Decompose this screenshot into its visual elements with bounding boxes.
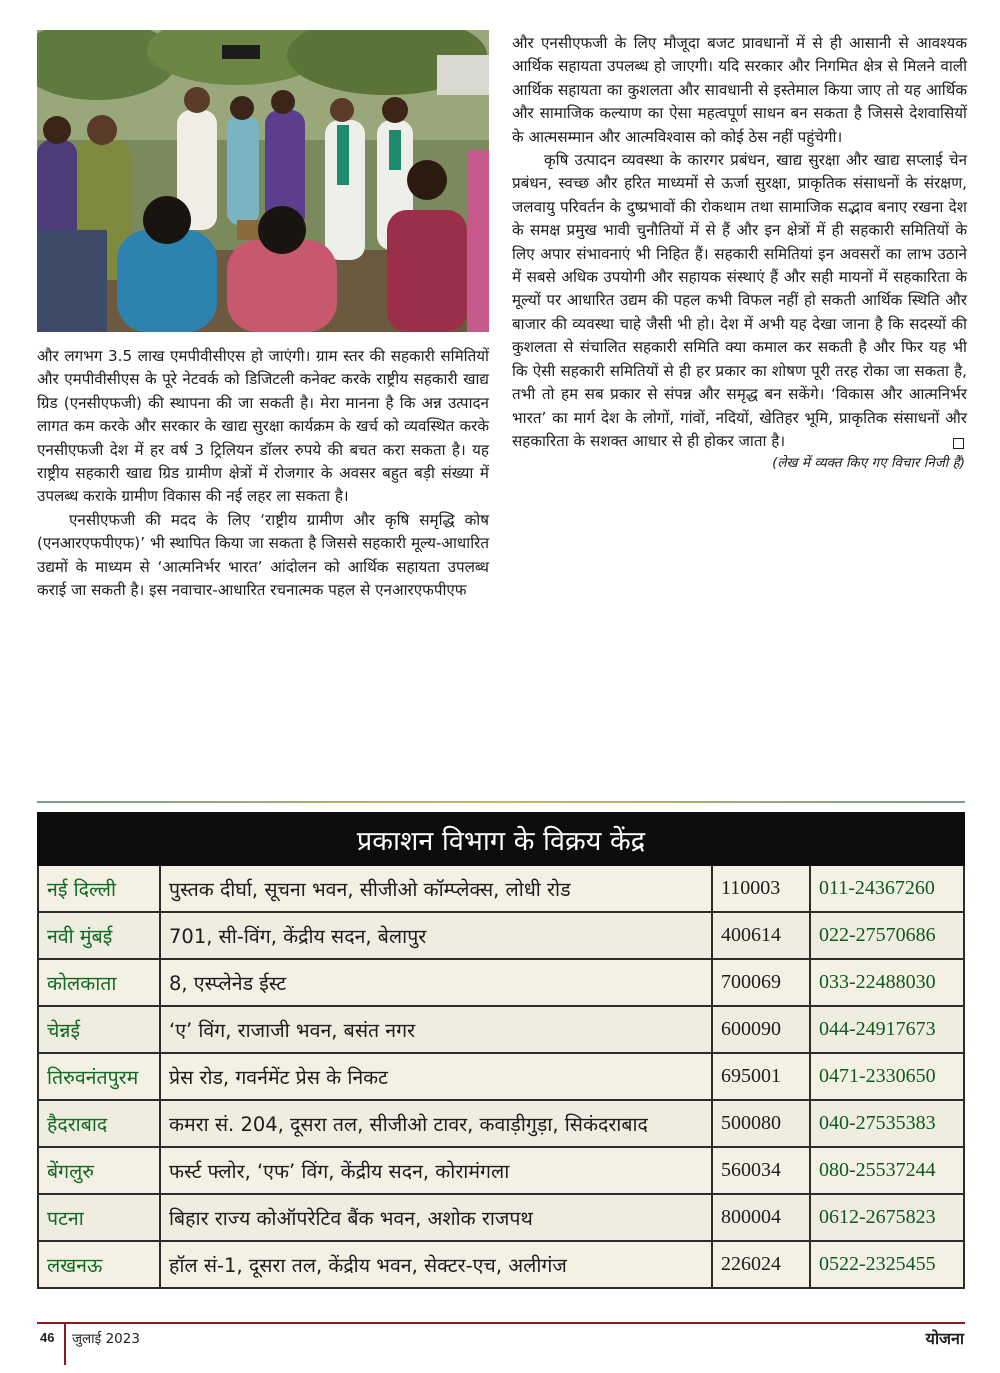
sales-center-row xyxy=(38,912,964,959)
sales-center-phone: 033-22488030 xyxy=(810,959,964,1006)
sales-center-pincode: 500080 xyxy=(712,1100,810,1147)
sales-center-address: 701, सी-विंग, केंद्रीय सदन, बेलापुर xyxy=(160,912,712,959)
sales-center-pincode: 110003 xyxy=(712,865,810,912)
footer-separator xyxy=(64,1322,66,1365)
sales-center-row xyxy=(38,959,964,1006)
sales-centers-title: प्रकाशन विभाग के विक्रय केंद्र xyxy=(38,813,964,865)
footer-rule xyxy=(37,1322,965,1324)
article-paragraph: और एनसीएफजी के लिए मौजूदा बजट प्रावधानों में से ही आसानी से आवश्यक आर्थिक सहायता उपलब्ध हो जाएगी। यदि सरकार और निगमित क्षेत्र से मिलने वाली आर्थिक सहायता का कुशलता और सावधानी से इस्तेमाल किया जाए तो यह आर्थिक और सामाजिक कल्याण का ऐसा महत्वपूर्ण साधन बन सकता है जिससे देशवासियों के आत्मसम्मान और आत्मविश्वास को कोई ठेस नहीं पहुंचेगी। xyxy=(512,34,967,146)
sales-center-pincode: 695001 xyxy=(712,1053,810,1100)
sales-center-phone: 0612-2675823 xyxy=(810,1194,964,1241)
sales-center-row xyxy=(38,1053,964,1100)
article-photo xyxy=(37,30,489,332)
sales-center-city: हैदराबाद xyxy=(38,1100,160,1147)
sales-center-pincode: 700069 xyxy=(712,959,810,1006)
sales-center-row xyxy=(38,865,964,912)
sales-center-address: फर्स्ट फ्लोर, ‘एफ’ विंग, केंद्रीय सदन, कोरामंगला xyxy=(160,1147,712,1194)
sales-center-address: पुस्तक दीर्घा, सूचना भवन, सीजीओ कॉम्प्लेक्स, लोधी रोड xyxy=(160,865,712,912)
sales-center-row xyxy=(38,1241,964,1288)
sales-center-address: कमरा सं. 204, दूसरा तल, सीजीओ टावर, कवाड़ीगुड़ा, सिकंदराबाद xyxy=(160,1100,712,1147)
article-paragraph: एनसीएफजी की मदद के लिए ‘राष्ट्रीय ग्रामीण और कृषि समृद्धि कोष (एनआरएफपीएफ)’ भी स्थापित किया जा सकता है जिससे सहकारी मूल्य-आधारित उद्यमों के माध्यम से ‘आत्मनिर्भर भारत’ आंदोलन को आर्थिक सहायता उपलब्ध कराई जा सकती है। इस नवाचार-आधारित रचनात्मक पहल से एनआरएफपीएफ xyxy=(37,510,489,600)
section-divider xyxy=(37,801,965,803)
disclaimer-note: (लेख में व्यक्त किए गए विचार निजी हैं) xyxy=(772,455,965,472)
magazine-name: योजना xyxy=(925,1329,964,1348)
issue-date: जुलाई 2023 xyxy=(72,1331,140,1347)
sales-center-address: हॉल सं-1, दूसरा तल, केंद्रीय भवन, सेक्टर-एच, अलीगंज xyxy=(160,1241,712,1288)
sales-center-phone: 011-24367260 xyxy=(810,865,964,912)
sales-center-phone: 040-27535383 xyxy=(810,1100,964,1147)
sales-centers-rows xyxy=(38,865,964,1288)
article-right-column xyxy=(512,32,967,473)
sales-center-city: नई दिल्ली xyxy=(38,865,160,912)
sales-center-phone: 044-24917673 xyxy=(810,1006,964,1053)
sales-center-phone: 080-25537244 xyxy=(810,1147,964,1194)
sales-center-phone: 0522-2325455 xyxy=(810,1241,964,1288)
sales-center-row xyxy=(38,1006,964,1053)
sales-center-address: प्रेस रोड, गवर्नमेंट प्रेस के निकट xyxy=(160,1053,712,1100)
sales-center-phone: 022-27570686 xyxy=(810,912,964,959)
end-of-article-square-icon xyxy=(953,438,964,449)
sales-center-pincode: 600090 xyxy=(712,1006,810,1053)
sales-center-address: बिहार राज्य कोऑपरेटिव बैंक भवन, अशोक राजपथ xyxy=(160,1194,712,1241)
sales-center-city: तिरुवनंतपुरम xyxy=(38,1053,160,1100)
sales-center-city: लखनऊ xyxy=(38,1241,160,1288)
sales-center-city: बेंगलुरु xyxy=(38,1147,160,1194)
sales-center-pincode: 560034 xyxy=(712,1147,810,1194)
sales-center-pincode: 400614 xyxy=(712,912,810,959)
sales-center-city: कोलकाता xyxy=(38,959,160,1006)
sales-centers-table xyxy=(37,812,965,1289)
article-left-column xyxy=(37,345,489,602)
sales-center-row xyxy=(38,1100,964,1147)
article-paragraph-text: कृषि उत्पादन व्यवस्था के कारगर प्रबंधन, खाद्य सुरक्षा और खाद्य सप्लाई चेन प्रबंधन, स्वच्छ और हरित माध्यमों से ऊर्जा सुरक्षा, प्राकृतिक संसाधनों के संरक्षण, जलवायु परिवर्तन के दुष्प्रभावों की रोकथाम तथा सामाजिक सद्भाव बनाए रखना देश के समक्ष प्रमुख भावी चुनौतियों में से हैं और इन क्षेत्रों में ही सहकारी समितियों के लिए अपार संभावनाएं भी निहित हैं। सहकारी समितियां इन अवसरों का लाभ उठाने में सबसे अधिक उपयोगी और सहायक संस्थाएं हैं और सही मायनों में सहकारिता के मूल्यों पर आधारित उद्यम की पहल कभी विफल नहीं हो सकती आर्थिक स्थिति और बाजार की व्यवस्था चाहे जैसी भी हो। देश में अभी यह देखा जाना है कि सदस्यों की कुशलता से संचालित सहकारी समिति क्या कमाल कर सकती है और फिर यह भी कि ऐसी सहकारी समितियों से ही हर प्रकार का शोषण पूरी तरह रोका जा सकता है, तभी तो हम सब प्रकार से संपन्न और समृद्ध बन सकेंगे। ‘विकास और आत्मनिर्भर भारत’ का मार्ग देश के लोगों, गांवों, नदियों, खेतिहर भूमि, प्राकृतिक संसाधनों और सहकारिता के सशक्त आधार से ही होकर जाता है। xyxy=(512,151,967,450)
sales-center-row xyxy=(38,1147,964,1194)
sales-center-address: ‘ए’ विंग, राजाजी भवन, बसंत नगर xyxy=(160,1006,712,1053)
page-number: 46 xyxy=(40,1330,55,1345)
article-paragraph-last xyxy=(512,149,967,453)
sales-center-phone: 0471-2330650 xyxy=(810,1053,964,1100)
sales-center-city: नवी मुंबई xyxy=(38,912,160,959)
article-paragraph: और लगभग 3.5 लाख एमपीवीसीएस हो जाएंगी। ग्राम स्तर की सहकारी समितियों और एमपीवीसीएस के पूरे नेटवर्क को डिजिटली कनेक्ट करके राष्ट्रीय सहकारी खाद्य ग्रिड (एनसीएफजी) की स्थापना की जा सकती है। मेरा मानना है कि अन्न उत्पादन लागत कम करके और सरकार के खाद्य सुरक्षा कार्यक्रम के खर्च को व्यवस्थित करके एनसीएफजी देश में हर वर्ष 3 ट्रिलियन डॉलर रुपये की बचत करा सकता है। यह राष्ट्रीय सहकारी खाद्य ग्रिड ग्रामीण क्षेत्रों में रोजगार के अवसर बहुत बड़ी संख्या में उपलब्ध कराके ग्रामीण विकास की नई लहर ला सकता है। xyxy=(37,347,489,506)
photo-illustration xyxy=(37,30,489,332)
sales-center-pincode: 800004 xyxy=(712,1194,810,1241)
sales-center-row xyxy=(38,1194,964,1241)
sales-center-pincode: 226024 xyxy=(712,1241,810,1288)
sales-center-city: पटना xyxy=(38,1194,160,1241)
sales-center-address: 8, एस्प्लेनेड ईस्ट xyxy=(160,959,712,1006)
sales-center-city: चेन्नई xyxy=(38,1006,160,1053)
